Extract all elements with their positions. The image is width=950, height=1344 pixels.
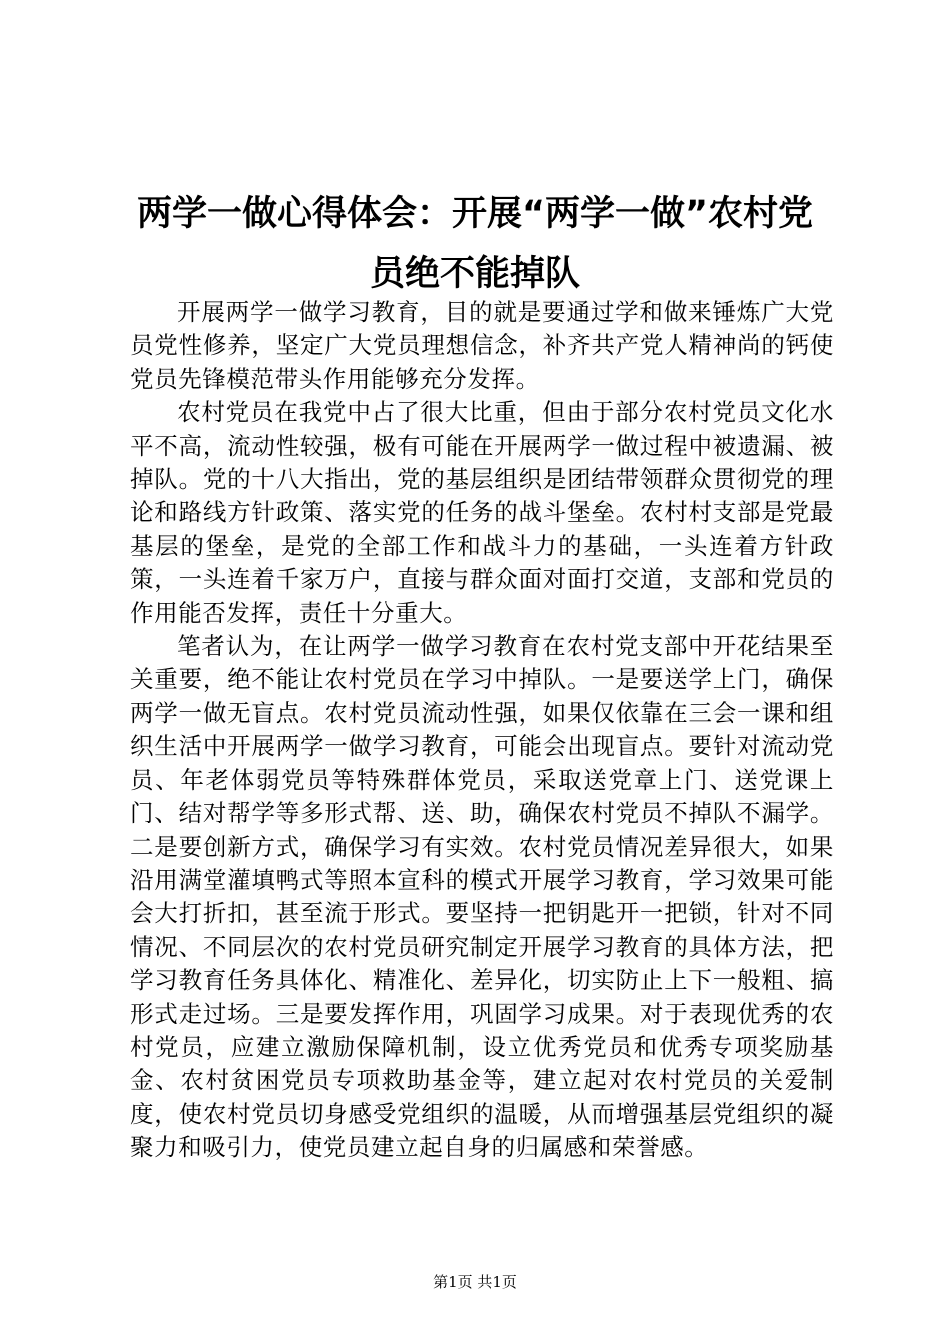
paragraph-3: 笔者认为，在让两学一做学习教育在农村党支部中开花结果至关重要，绝不能让农村党员在学习中掉队。一是要送学上门，确保两学一做无盲点。农村党员流动性强，如果仅依靠在三会一课和组织生活中开展两学一做学习教育，可能会出现盲点。要针对流动党员、年老体弱党员等特殊群体党员，采取送党章上门、送党课上门、结对帮学等多形式帮、送、助，确保农村党员不掉队不漏学。二是要创新方式，确保学习有实效。农村党员情况差异很大，如果沿用满堂灌填鸭式等照本宣科的模式开展学习教育，学习效果可能会大打折扣，甚至流于形式。要坚持一把钥匙开一把锁，针对不同情况、不同层次的农村党员研究制定开展学习教育的具体方法，把学习教育任务具体化、精准化、差异化，切实防止上下一般粗、搞形式走过场。三是要发挥作用，巩固学习成果。对于表现优秀的农村党员，应建立激励保障机制，设立优秀党员和优秀专项奖励基金、农村贫困党员专项救助基金等，建立起对农村党员的关爱制度，使农村党员切身感受党组织的温暖，从而增强基层党组织的凝聚力和吸引力，使党员建立起自身的归属感和荣誉感。 bbox=[130, 632, 834, 1162]
document-body bbox=[130, 296, 834, 1165]
paragraph-2: 农村党员在我党中占了很大比重，但由于部分农村党员文化水平不高，流动性较强，极有可能在开展两学一做过程中被遗漏、被掉队。党的十八大指出，党的基层组织是团结带领群众贯彻党的理论和路线方针政策、落实党的任务的战斗堡垒。农村村支部是党最基层的堡垒，是党的全部工作和战斗力的基础，一头连着方针政策，一头连着千家万户，直接与群众面对面打交道，支部和党员的作用能否发挥，责任十分重大。 bbox=[130, 398, 834, 627]
document-title: 两学一做心得体会：开展“两学一做”农村党员绝不能掉队 bbox=[136, 194, 813, 294]
paragraph-1: 开展两学一做学习教育，目的就是要通过学和做来锤炼广大党员党性修养，坚定广大党员理想信念，补齐共产党人精神尚的钙使党员先锋模范带头作用能够充分发挥。 bbox=[130, 298, 834, 393]
page-footer: 第1页 共1页 bbox=[433, 1273, 517, 1291]
